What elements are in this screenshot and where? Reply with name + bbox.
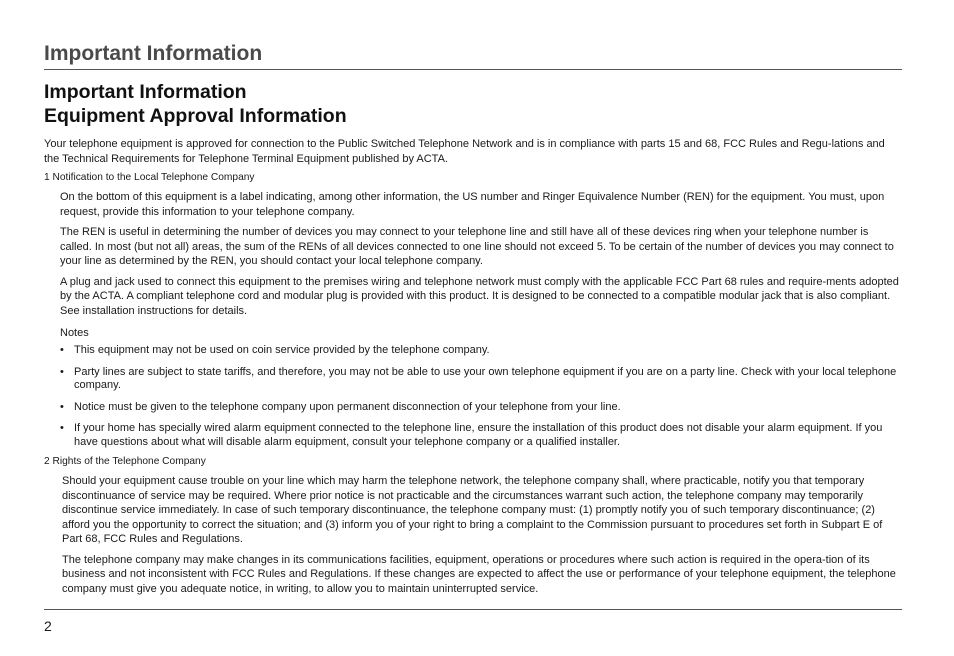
section2-heading: 2 Rights of the Telephone Company xyxy=(44,456,206,467)
note-item xyxy=(60,344,902,358)
note-text: If your home has specially wired alarm equipment connected to the telephone line, ensure the installation of this product does not disable your alarm equipment. If you have questions about what will disable alarm equipment, consult your telephone company or a qualified installer. xyxy=(74,422,883,448)
header-divider xyxy=(44,69,902,70)
note-text: This equipment may not be used on coin service provided by the telephone company. xyxy=(74,344,490,356)
section2-body xyxy=(62,474,902,596)
page-number: 2 xyxy=(44,618,52,634)
bullet-icon: • xyxy=(60,365,64,378)
note-item xyxy=(60,401,902,415)
main-heading xyxy=(44,80,902,128)
note-item xyxy=(60,366,902,393)
notes-heading: Notes xyxy=(60,327,89,339)
note-item xyxy=(60,422,902,449)
document-body xyxy=(44,80,902,596)
section1-paragraph: On the bottom of this equipment is a label indicating, among other information, the US number and Ringer Equivalence Number (REN) for the equipment. You must, upon request, provide this information to your telephone company. xyxy=(60,191,885,218)
bullet-icon: • xyxy=(60,344,64,356)
bullet-icon: • xyxy=(60,422,64,434)
footer-divider xyxy=(44,609,902,610)
page-header xyxy=(44,42,902,66)
main-heading-line1: Important Information xyxy=(44,81,247,103)
note-text: Party lines are subject to state tariffs, and therefore, you may not be able to use your own telephone equipment if you are on a party line. Check with your local telephone company. xyxy=(74,365,897,391)
section1-paragraph: The REN is useful in determining the number of devices you may connect to your telephone line and still have all of these devices ring when your telephone number is called. In most (but not all) areas, the sum of the RENs of all devices connected to one line should not exceed 5. To be certain of the number of devices you may connect to your line as determined by the REN, you should contact your local telephone company. xyxy=(60,226,894,267)
notes-list xyxy=(60,344,902,449)
section2-paragraph: Should your equipment cause trouble on your line which may harm the telephone network, the telephone company shall, where practicable, notify you that temporary discontinuance of service may be required. Where prior notice is not practicable and the circumstances warrant such action, the telephone company may temporarily discontinue service immediately. In case of such temporary discontinuance, the telephone company must: (1) promptly notify you of such temporary discontinuance; (2) afford you the opportunity to correct the situation; and (3) inform you of your right to bring a complaint to the Commission pursuant to procedures set forth in Subpart E of Part 68, FCC Rules and Regulations. xyxy=(62,475,883,545)
page-header-title: Important Information xyxy=(44,42,263,65)
section1-paragraph: A plug and jack used to connect this equipment to the premises wiring and telephone network must comply with the applicable FCC Part 68 rules and require-ments adopted by the ACTA. A compliant telephone cord and modular plug is provided with this product. It is designed to be connected to a compatible modular jack that is also compliant. See installation instructions for details. xyxy=(60,275,899,317)
main-heading-line2: Equipment Approval Information xyxy=(44,105,347,127)
section2-paragraph: The telephone company may make changes in its communications facilities, equipment, operations or procedures where such action is required in the opera-tion of its business and not inconsistent with FCC Rules and Regulations. If these changes are expected to affect the use or performance of your telephone equipment, the telephone company must give you adequate notice, in writing, to allow you to maintain uninterrupted service. xyxy=(62,553,896,595)
section1-heading: 1 Notification to the Local Telephone Company xyxy=(44,172,255,183)
section1-body xyxy=(60,190,902,449)
note-text: Notice must be given to the telephone company upon permanent disconnection of your telephone from your line. xyxy=(74,400,621,413)
intro-paragraph: Your telephone equipment is approved for connection to the Public Switched Telephone Network and is in compliance with parts 15 and 68, FCC Rules and Regu-lations and the Technical Requirements for Telephone Terminal Equipment published by ACTA. xyxy=(44,138,885,165)
bullet-icon: • xyxy=(60,400,64,413)
